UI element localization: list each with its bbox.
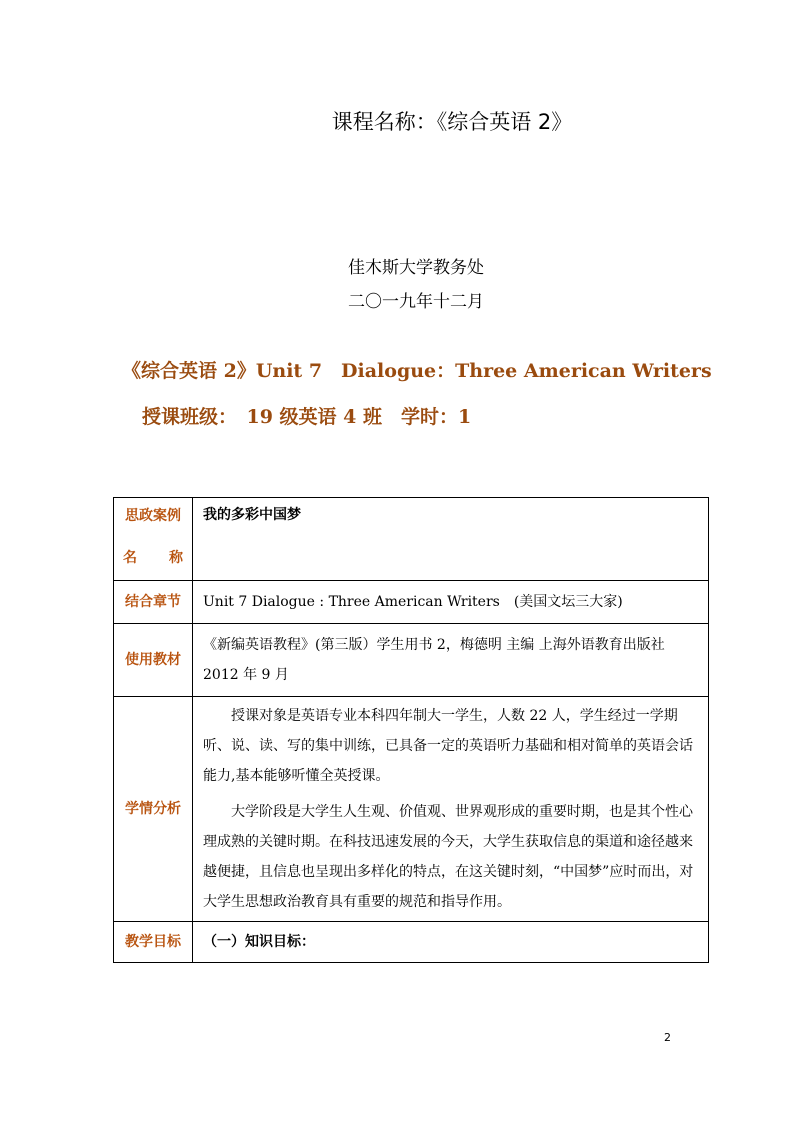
chapter-label: 结合章节: [114, 581, 193, 624]
analysis-paragraph-1: 授课对象是英语专业本科四年制大一学生，人数 22 人，学生经过一学期听、说、读、写的集中训练，已具备一定的英语听力基础和相对简单的英语会话能力,基本能够听懂全英授课。: [203, 708, 693, 784]
goal-label: 教学目标: [114, 922, 193, 963]
case-name-label-line1: 思政案例: [125, 508, 181, 524]
table-row: [114, 697, 709, 922]
lesson-title: 《综合英语 2》Unit 7 Dialogue：Three American Writers: [122, 360, 712, 382]
case-name-label: [114, 498, 193, 581]
case-name-label-char1: 名: [123, 550, 137, 566]
analysis-paragraph-2: 大学阶段是大学生人生观、价值观、世界观形成的重要时期，也是其个性心理成熟的关键时期。在科技迅速发展的今天，大学生获取信息的渠道和途径越来越便捷，且信息也呈现出多样化的特点，在这关键时刻，“中国梦”应时而出，对大学生思想政治教育具有重要的规范和指导作用。: [203, 804, 694, 910]
class-info: 授课班级： 19 级英语 4 班 学时：1: [142, 406, 472, 428]
page-number: 2: [664, 1031, 671, 1044]
table-row: [114, 922, 709, 963]
chapter-value: Unit 7 Dialogue : Three American Writers (美国文坛三大家): [193, 581, 709, 624]
textbook-label: 使用教材: [114, 624, 193, 697]
issuing-office: 佳木斯大学教务处: [348, 258, 484, 278]
issue-date: 二〇一九年十二月: [348, 292, 484, 312]
analysis-label: 学情分析: [114, 697, 193, 922]
table-row: [114, 498, 709, 581]
table-row: [114, 581, 709, 624]
course-info-table: [113, 497, 709, 963]
analysis-content: [193, 697, 709, 922]
goal-value: （一）知识目标：: [193, 922, 709, 963]
course-name: 课程名称：《综合英语 2》: [331, 110, 573, 134]
case-name-value: 我的多彩中国梦: [193, 498, 709, 581]
case-name-label-char2: 称: [169, 550, 183, 566]
case-name-label-line2: [115, 543, 191, 573]
table-row: [114, 624, 709, 697]
textbook-value: 《新编英语教程》(第三版）学生用书 2，梅德明 主编 上海外语教育出版社 2012 年 9 月: [193, 624, 709, 697]
